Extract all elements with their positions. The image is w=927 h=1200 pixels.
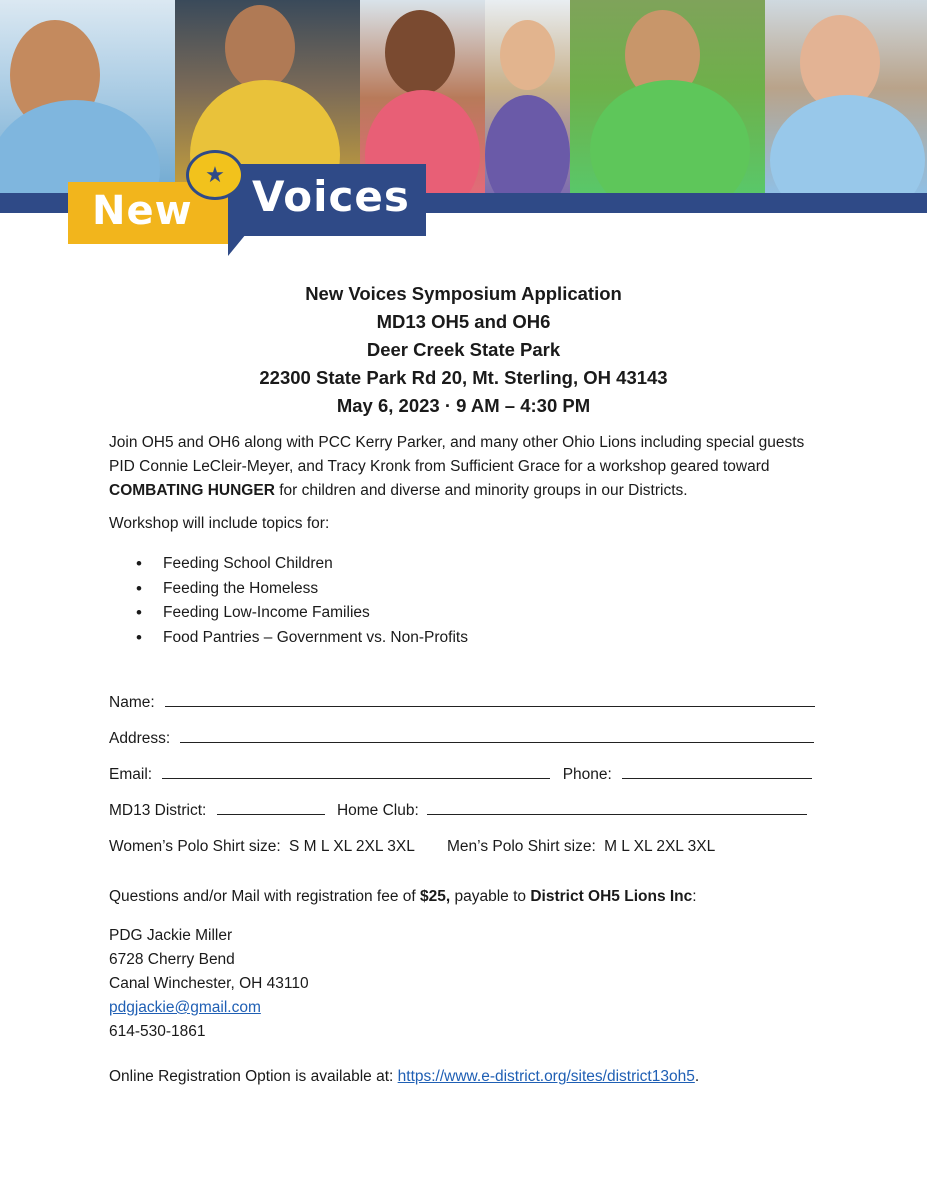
lions-emblem-icon: ★ [186, 150, 244, 200]
page-title: New Voices Symposium Application [305, 283, 622, 304]
topics-heading: Workshop will include topics for: [109, 515, 330, 532]
logo-voices-text: Voices [252, 172, 410, 221]
district-label: MD13 District: [109, 802, 207, 819]
email-label: Email: [109, 766, 153, 783]
intro-paragraph [109, 431, 829, 503]
mens-shirt-options[interactable]: M L XL 2XL 3XL [604, 838, 716, 855]
banner-photo [485, 0, 570, 196]
contact-city: Canal Winchester, OH 43110 [109, 975, 309, 992]
email-phone-row [109, 764, 812, 784]
intro-text-after: for children and diverse and minority groups in our Districts. [274, 482, 688, 499]
payment-text: payable to [450, 888, 531, 905]
district-field[interactable] [217, 800, 325, 815]
district-club-row [109, 800, 807, 820]
contact-name: PDG Jackie Miller [109, 927, 233, 944]
payment-instructions [109, 888, 697, 906]
event-datetime: May 6, 2023 · 9 AM – 4:30 PM [336, 395, 591, 416]
list-item: • Food Pantries – Government vs. Non-Profits [136, 626, 468, 651]
page-subtitle: MD13 OH5 and OH6 [376, 311, 551, 332]
womens-shirt-label: Women’s Polo Shirt size: [109, 838, 281, 855]
intro-emphasis: COMBATING HUNGER [109, 482, 275, 499]
womens-shirt-size [109, 838, 415, 856]
intro-text-before: Join OH5 and OH6 along with PCC Kerry Parker, and many other Ohio Lions including special guests PID Connie LeCleir-Meyer, and Tracy Kronk from Sufficient Grace for a workshop geared toward [109, 434, 805, 475]
list-item: • Feeding Low-Income Families [136, 601, 468, 626]
name-label: Name: [109, 694, 155, 711]
payment-text: Questions and/or Mail with registration fee of [109, 888, 421, 905]
contact-block [109, 924, 309, 1044]
registration-fee: $25, [420, 888, 451, 905]
mens-shirt-size [447, 838, 715, 856]
payment-text: : [692, 888, 697, 905]
name-row [109, 692, 815, 712]
name-field[interactable] [165, 692, 815, 707]
phone-field[interactable] [622, 764, 812, 779]
document-heading [0, 280, 927, 420]
new-voices-logo [68, 150, 428, 260]
email-field[interactable] [162, 764, 550, 779]
venue-address: 22300 State Park Rd 20, Mt. Sterling, OH 43143 [259, 367, 668, 388]
topics-list [136, 552, 468, 651]
address-row [109, 728, 814, 748]
contact-phone: 614-530-1861 [109, 1023, 206, 1040]
banner-photo [570, 0, 765, 196]
online-text: Online Registration Option is available at: [109, 1068, 398, 1085]
banner-photo [765, 0, 927, 196]
womens-shirt-options[interactable]: S M L XL 2XL 3XL [289, 838, 415, 855]
mens-shirt-label: Men’s Polo Shirt size: [447, 838, 596, 855]
contact-street: 6728 Cherry Bend [109, 951, 235, 968]
payee-name: District OH5 Lions Inc [530, 888, 693, 905]
address-field[interactable] [180, 728, 814, 743]
club-field[interactable] [427, 800, 807, 815]
contact-email-link[interactable]: pdgjackie@gmail.com [109, 999, 261, 1016]
logo-new-text: New [92, 188, 193, 234]
registration-link[interactable]: https://www.e-district.org/sites/district13oh5 [397, 1068, 695, 1085]
venue-name: Deer Creek State Park [366, 339, 561, 360]
phone-label: Phone: [562, 766, 612, 783]
logo-speech-tail [228, 234, 246, 256]
online-end: . [694, 1068, 700, 1085]
online-registration [109, 1068, 699, 1086]
list-item: • Feeding the Homeless [136, 577, 468, 602]
club-label: Home Club: [336, 802, 419, 819]
address-label: Address: [109, 730, 171, 747]
list-item: • Feeding School Children [136, 552, 468, 577]
